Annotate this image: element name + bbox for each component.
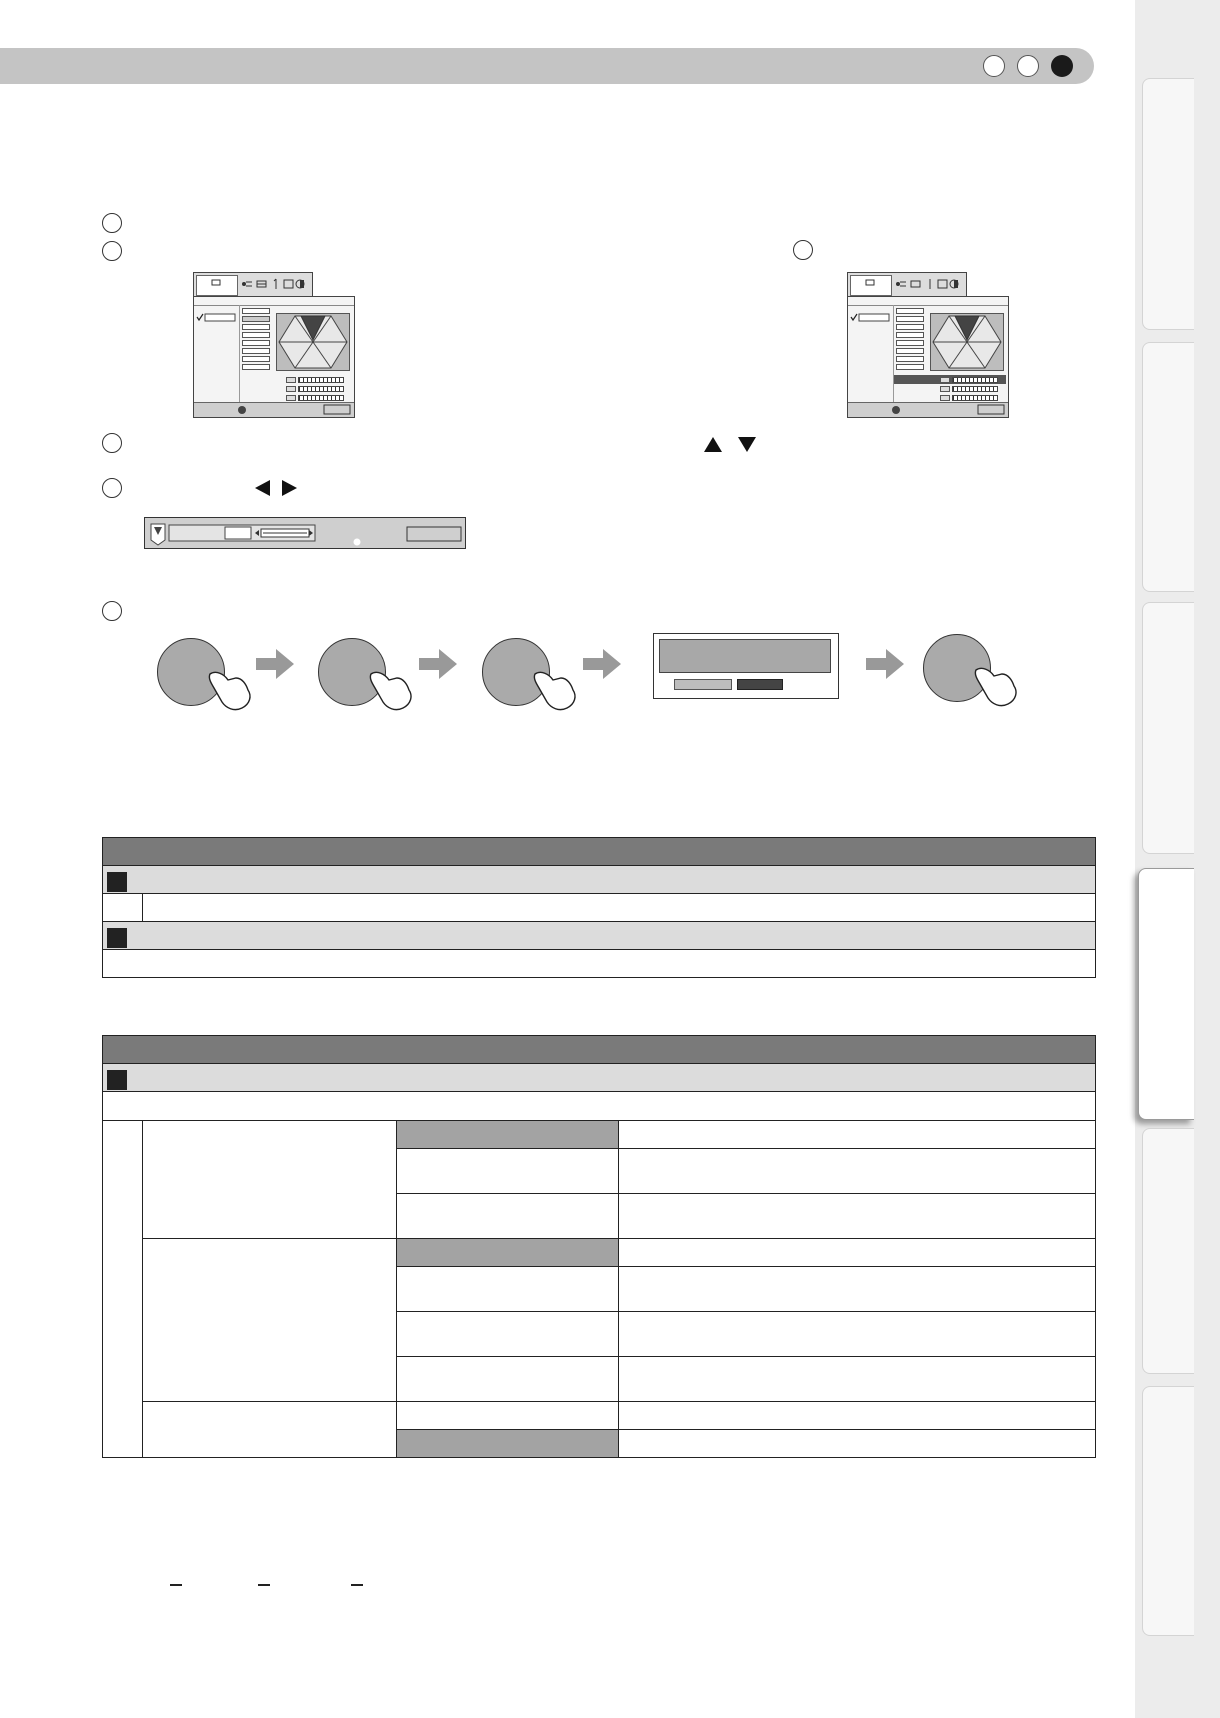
pointing-hand-icon: [367, 666, 417, 712]
table-cell: [103, 950, 1096, 978]
table-cell: [619, 1239, 1096, 1267]
side-tab-5[interactable]: [1142, 1128, 1194, 1374]
table-cell: [397, 1121, 619, 1149]
pointing-hand-icon: [206, 666, 256, 712]
table-section-header: [103, 922, 1096, 950]
table-cell: [619, 1149, 1096, 1194]
check-icon: [196, 311, 240, 331]
dialog-cancel-button[interactable]: [674, 679, 732, 690]
side-tab-2[interactable]: [1142, 342, 1194, 592]
table-cell: [397, 1149, 619, 1194]
table-cell: [103, 1121, 143, 1458]
header-bar: [0, 48, 1094, 84]
table-cell: [143, 1402, 397, 1458]
table-section-header: [103, 866, 1096, 894]
menu-tab-bar: [847, 272, 967, 297]
dialog-ok-button[interactable]: [737, 679, 783, 690]
pointing-hand-icon: [531, 666, 581, 712]
side-tab-active[interactable]: [1138, 868, 1194, 1120]
table-section-header: [103, 1064, 1096, 1092]
table-cell: [143, 894, 1096, 922]
step-marker-4: [102, 478, 122, 498]
underline-mark: [170, 1584, 182, 1586]
table-cell: [143, 1121, 397, 1239]
menu-body: [847, 296, 1009, 418]
color-hexagon: [276, 313, 350, 371]
table-cell: [397, 1402, 619, 1430]
adjustment-bar: [144, 517, 466, 549]
step-marker-2-alt: [793, 240, 813, 260]
menu-footer: [848, 402, 1008, 417]
dialog-message-area: [659, 639, 831, 673]
table-cell: [143, 1239, 397, 1402]
menu-tab-icons: [194, 273, 314, 298]
flow-arrow-icon: [583, 649, 621, 679]
section-square-icon: [107, 872, 127, 892]
confirm-dialog: [653, 633, 839, 699]
table-cell: [619, 1121, 1096, 1149]
table-cell: [397, 1430, 619, 1458]
pointing-hand-icon: [972, 662, 1022, 708]
table-cell: [619, 1194, 1096, 1239]
table-cell: [619, 1267, 1096, 1312]
table-cell: [397, 1357, 619, 1402]
left-right-arrow-icons: [252, 478, 302, 498]
underline-mark: [351, 1584, 363, 1586]
table-cell: [397, 1194, 619, 1239]
flow-arrow-icon: [419, 649, 457, 679]
step-marker-2: [102, 241, 122, 261]
table-header: [103, 1036, 1096, 1064]
color-management-menu-right: [847, 272, 1009, 418]
table-cell: [619, 1357, 1096, 1402]
table-cell: [103, 1092, 1096, 1121]
page-indicator-dot: [983, 55, 1005, 77]
color-hexagon: [930, 313, 1004, 371]
side-tab-1[interactable]: [1142, 78, 1194, 330]
table-cell: [103, 894, 143, 922]
menu-body: [193, 296, 355, 418]
section-square-icon: [107, 1070, 127, 1090]
flow-arrow-icon: [866, 649, 904, 679]
table-cell: [397, 1312, 619, 1357]
step-marker-1: [102, 213, 122, 233]
table-cell: [619, 1312, 1096, 1357]
section-square-icon: [107, 928, 127, 948]
underline-mark: [258, 1584, 270, 1586]
table-cell: [619, 1430, 1096, 1458]
settings-table-1: [102, 837, 1096, 978]
table-header: [103, 838, 1096, 866]
color-management-menu-left: [193, 272, 355, 418]
menu-footer: [194, 402, 354, 417]
page-indicator-dot: [1017, 55, 1039, 77]
check-icon: [850, 311, 894, 331]
table-cell: [397, 1239, 619, 1267]
menu-tab-icons: [848, 273, 968, 298]
menu-tab-bar: [193, 272, 313, 297]
settings-table-2: [102, 1035, 1096, 1458]
step-marker-5: [102, 601, 122, 621]
page-indicator-dot-active: [1051, 55, 1073, 77]
side-tab-6[interactable]: [1142, 1386, 1194, 1636]
side-tab-3[interactable]: [1142, 602, 1194, 854]
flow-arrow-icon: [256, 649, 294, 679]
up-down-arrow-icons: [702, 434, 758, 454]
table-cell: [397, 1267, 619, 1312]
table-cell: [619, 1402, 1096, 1430]
step-marker-3: [102, 433, 122, 453]
